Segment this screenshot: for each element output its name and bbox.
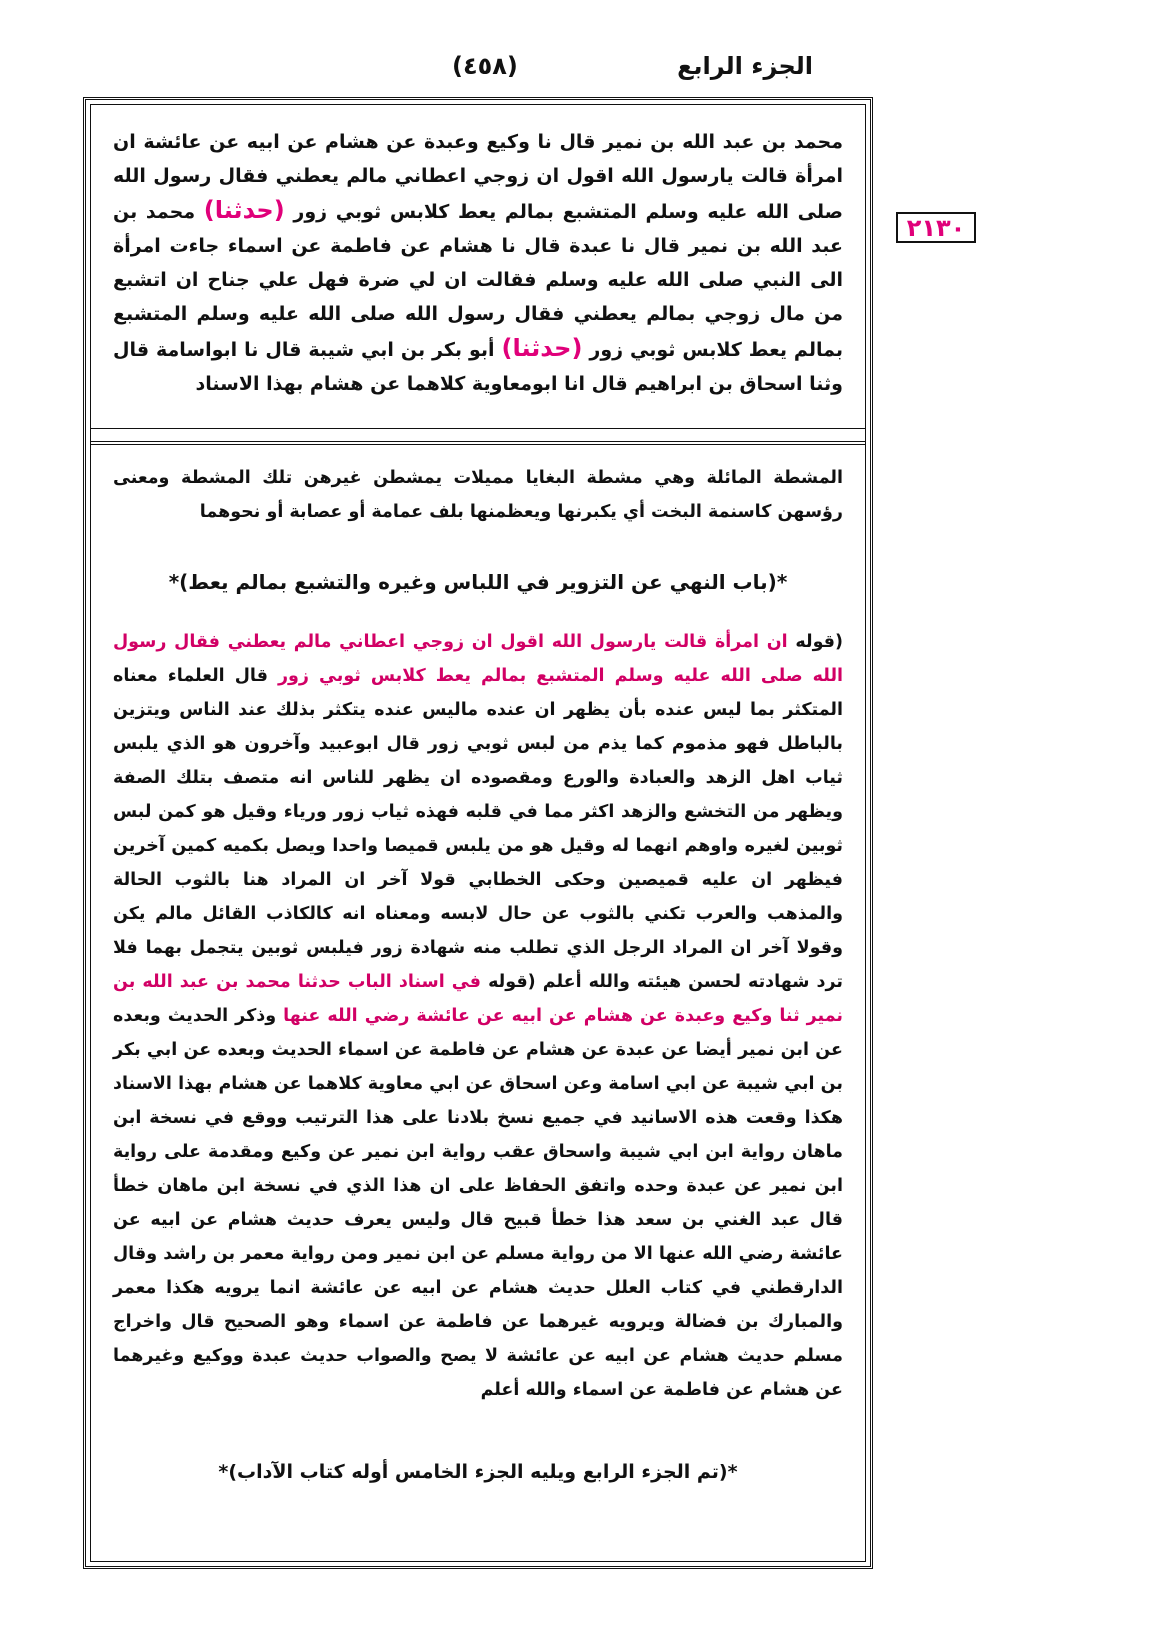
qawluhu-marker: (قوله (795, 632, 844, 652)
highlighted-quote: ان امرأة قالت يارسول الله اقول ان زوجي اعطاني مالم يعطني فقال رسول الله صلى الله عليه وسلم المتشبع بمالم يعط كلابس ثوبي زور (113, 632, 844, 686)
hadith-segment-3: أبو بكر بن ابي شيبة قال نا ابواسامة قال وثنا اسحاق بن ابراهيم قال انا ابومعاوية كلاهما عن هشام بهذا الاسناد (113, 339, 843, 395)
qawluhu-marker: (قوله (488, 972, 536, 992)
haddathana-marker-2: (حدثنا) (501, 334, 583, 362)
hadith-number: ٢١٣٠ (896, 212, 976, 243)
haddathana-marker-1: (حدثنا) (203, 196, 285, 224)
commentary-paragraph-2 (113, 625, 843, 1407)
section-divider (91, 428, 865, 445)
page-number: (٤٥٨) (452, 52, 518, 80)
page-frame (83, 97, 873, 1569)
chapter-title: *(باب النهي عن التزوير في اللباس وغيره والتشبع بمالم يعط)* (168, 570, 788, 594)
hadith-segment-2: محمد بن عبد الله بن نمير قال نا عبدة قال نا هشام عن فاطمة عن اسماء جاءت امرأة الى النبي صلى الله عليه وسلم فقالت ان لي ضرة فهل علي جناح ان اتشبع من مال زوجي بمالم يعطني فقال رسول الله صلى الله عليه وسلم المتشبع بمالم يعط كلابس ثوبي زور (113, 201, 843, 361)
commentary-block (113, 461, 843, 1489)
closing-note: *(تم الجزء الرابع ويليه الجزء الخامس أوله كتاب الآداب)* (218, 1461, 738, 1483)
part-title: الجزء الرابع (677, 52, 813, 80)
commentary-text: قال العلماء معناه المتكثر بما ليس عنده بأن يظهر ان عنده ماليس عنده يتكثر بذلك عند الناس ويتزين بالباطل فهو مذموم كما يذم من لبس ثوبي زور قال ابوعبيد وآخرون هو الذي يلبس ثياب اهل الزهد والعبادة والورع ومقصوده ان يظهر للناس انه متصف بتلك الصفة ويظهر من التخشع والزهد اكثر مما في قلبه فهذه ثياب زور ورياء وقيل هو كمن لبس ثوبين لغيره واوهم انهما له وقيل هو من يلبس قميصا واحدا ويصل بكميه كمين آخرين فيظهر ان عليه قميصين وحكى الخطابي قولا آخر ان المراد هنا بالثوب الحالة والمذهب والعرب تكني بالثوب عن حال لابسه ومعناه انه كالكاذب القائل مالم يكن وقولا آخر ان المراد الرجل الذي تطلب منه شهادة زور فيلبس ثوبين يتجمل بهما فلا ترد شهادته لحسن هيئته والله أعلم (113, 666, 843, 992)
hadith-text-block (113, 125, 843, 401)
commentary-text: وذكر الحديث وبعده عن ابن نمير أيضا عن عبدة عن هشام عن فاطمة عن اسماء الحديث وبعده عن ابي بكر بن ابي شيبة عن ابي اسامة وعن اسحاق عن ابي معاوية كلاهما عن هشام بهذا الاسناد هكذا وقعت هذه الاسانيد في جميع نسخ بلادنا على هذا الترتيب ووقع في نسخة ابن ماهان رواية ابن ابي شيبة واسحاق عقب رواية ابن نمير عن وكيع ومقدمة على رواية ابن نمير عن عبدة وحده واتفق الحفاظ على ان هذا الذي في نسخة ابن ماهان خطأ قال عبد الغني بن سعد هذا خطأ قبيح قال وليس يعرف حديث هشام عن ابيه عن عائشة رضي الله عنها الا من رواية مسلم عن ابن نمير ومن رواية معمر بن راشد وقال الدارقطني في كتاب العلل حديث هشام عن ابيه عن عائشة انما يرويه هكذا معمر والمبارك بن فضالة ويرويه غيرهما عن فاطمة عن اسماء وهو الصحيح قال واخراج مسلم حديث هشام عن ابيه عن عائشة لا يصح والصواب حديث عبدة ووكيع وغيرهما عن هشام عن فاطمة عن اسماء والله أعلم (113, 1006, 843, 1400)
hadith-segment-1: محمد بن عبد الله بن نمير قال نا وكيع وعبدة عن هشام عن ابيه عن عائشة ان امرأة قالت يارسول الله اقول ان زوجي اعطاني مالم يعطني فقال رسول الله صلى الله عليه وسلم المتشبع بمالم يعط كلابس ثوبي زور (113, 131, 843, 223)
highlighted-quote: في اسناد الباب حدثنا محمد بن عبد الله بن نمير ثنا وكيع وعبدة عن هشام عن ابيه عن عائشة رضي الله عنها (113, 972, 843, 1026)
page-inner-frame (90, 104, 866, 1562)
hadith-paragraph (113, 125, 843, 401)
commentary-paragraph-1: المشطة المائلة وهي مشطة البغايا مميلات يمشطن غيرهن تلك المشطة ومعنى رؤسهن كاسنمة البخت أي يكبرنها ويعظمنها بلف عمامة أو عصابة أو نحوهما (113, 468, 843, 522)
